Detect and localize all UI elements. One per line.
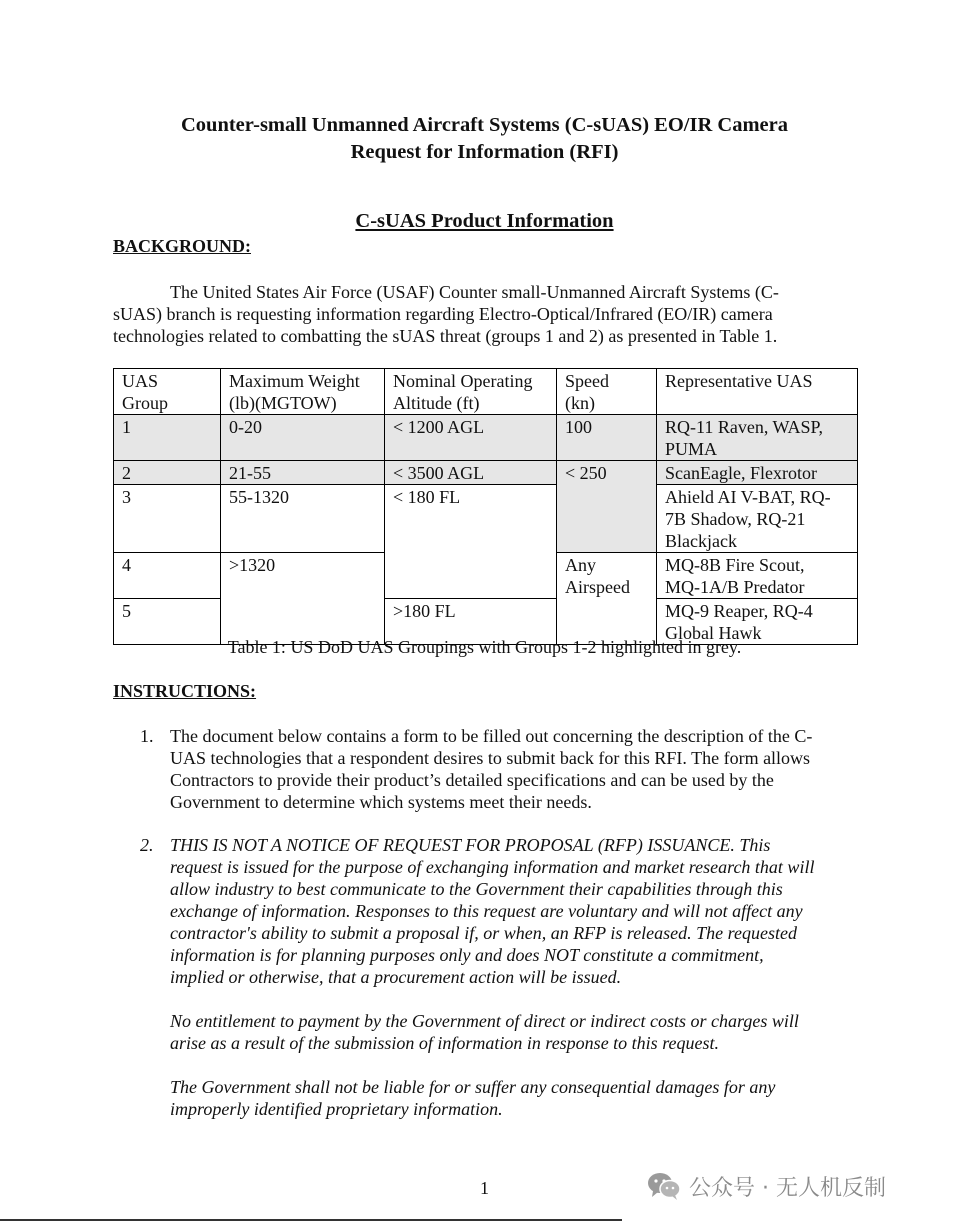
table-cell: >180 FL (385, 599, 557, 645)
paragraph-line: Contractors to provide their product’s detailed specifications and can be used by the (170, 770, 774, 790)
table-cell: RQ-11 Raven, WASP, PUMA (657, 415, 858, 461)
table-cell: 21-55 (221, 461, 385, 485)
paragraph-line: The Government shall not be liable for or suffer any consequential damages for any (170, 1077, 776, 1097)
paragraph-line: sUAS) branch is requesting information regarding Electro-Optical/Infrared (EO/IR) camera (113, 304, 773, 324)
table-row (114, 461, 858, 485)
table-cell: >1320 (221, 553, 385, 645)
table-cell: Any Airspeed (557, 553, 657, 645)
disclaimer-paragraph (170, 1076, 860, 1120)
paragraph-line: exchange of information. Responses to this request are voluntary and will not affect any (170, 901, 803, 921)
paragraph-line: technologies related to combatting the sUAS threat (groups 1 and 2) as presented in Table 1. (113, 326, 778, 346)
list-number: 2. (140, 835, 154, 855)
instruction-item (140, 725, 860, 813)
title-line: Counter-small Unmanned Aircraft Systems (C-sUAS) EO/IR Camera (181, 114, 788, 136)
paragraph-line: No entitlement to payment by the Government of direct or indirect costs or charges will (170, 1011, 799, 1031)
table-caption: Table 1: US DoD UAS Groupings with Groups 1-2 highlighted in grey. (227, 637, 742, 657)
table-header-row (114, 369, 858, 415)
table-cell: 0-20 (221, 415, 385, 461)
paragraph-line: information is for planning purposes only and does NOT constitute a commitment, (170, 945, 764, 965)
table-row (114, 485, 858, 553)
paragraph-line: arise as a result of the submission of information in response to this request. (170, 1033, 720, 1053)
page-number: 1 (480, 1178, 489, 1198)
paragraph-line: The United States Air Force (USAF) Counter small-Unmanned Aircraft Systems (C- (170, 282, 779, 302)
header-cell: Representative UAS (657, 369, 858, 415)
table-cell: < 180 FL (385, 485, 557, 599)
table-cell: < 3500 AGL (385, 461, 557, 485)
list-number: 1. (140, 726, 154, 746)
background-heading: BACKGROUND: (113, 236, 251, 256)
disclaimer-paragraph (170, 1010, 860, 1054)
table-cell: 2 (114, 461, 221, 485)
table-cell: 1 (114, 415, 221, 461)
paragraph-line: improperly identified proprietary information. (170, 1099, 503, 1119)
background-paragraph (113, 281, 833, 347)
table-cell: 4 (114, 553, 221, 599)
table-cell: ScanEagle, Flexrotor (657, 461, 858, 485)
table-cell: < 250 (557, 461, 657, 553)
paragraph-line: The document below contains a form to be filled out concerning the description of the C- (170, 726, 813, 746)
paragraph-line: contractor's ability to submit a proposal if, or when, an RFP is released. The requested (170, 923, 797, 943)
header-cell: Maximum Weight (lb)(MGTOW) (221, 369, 385, 415)
paragraph-line: implied or otherwise, that a procurement action will be issued. (170, 967, 622, 987)
document-title (0, 112, 959, 166)
paragraph-line: THIS IS NOT A NOTICE OF REQUEST FOR PROPOSAL (RFP) ISSUANCE. This (170, 835, 771, 855)
paragraph-line: Government to determine which systems meet their needs. (170, 792, 592, 812)
header-cell: Speed (kn) (557, 369, 657, 415)
paragraph-line: request is issued for the purpose of exchanging information and market research that will (170, 857, 815, 877)
paragraph-line: allow industry to best communicate to the Government their capabilities through this (170, 879, 783, 899)
page-bottom-rule (0, 1219, 622, 1221)
watermark-text: 公众号 · 无人机反制 (689, 1175, 886, 1201)
table-cell: 5 (114, 599, 221, 645)
section-title: C-sUAS Product Information (355, 210, 614, 232)
instructions-heading: INSTRUCTIONS: (113, 681, 257, 701)
table-cell: MQ-8B Fire Scout, MQ-1A/B Predator (657, 553, 858, 599)
instruction-item (140, 834, 860, 988)
paragraph-line: UAS technologies that a respondent desires to submit back for this RFI. The form allows (170, 748, 811, 768)
table-cell: 3 (114, 485, 221, 553)
title-line: Request for Information (RFI) (350, 141, 619, 163)
table-cell: MQ-9 Reaper, RQ-4 Global Hawk (657, 599, 858, 645)
header-cell: Nominal Operating Altitude (ft) (385, 369, 557, 415)
uas-groups-table (113, 368, 858, 645)
table-cell: 100 (557, 415, 657, 461)
header-cell: UAS Group (114, 369, 221, 415)
wechat-icon (647, 1170, 681, 1202)
table-cell: Ahield AI V-BAT, RQ- 7B Shadow, RQ-21 Blackjack (657, 485, 858, 553)
table-row (114, 415, 858, 461)
table-cell: 55-1320 (221, 485, 385, 553)
table-cell: < 1200 AGL (385, 415, 557, 461)
watermark (647, 1168, 886, 1204)
